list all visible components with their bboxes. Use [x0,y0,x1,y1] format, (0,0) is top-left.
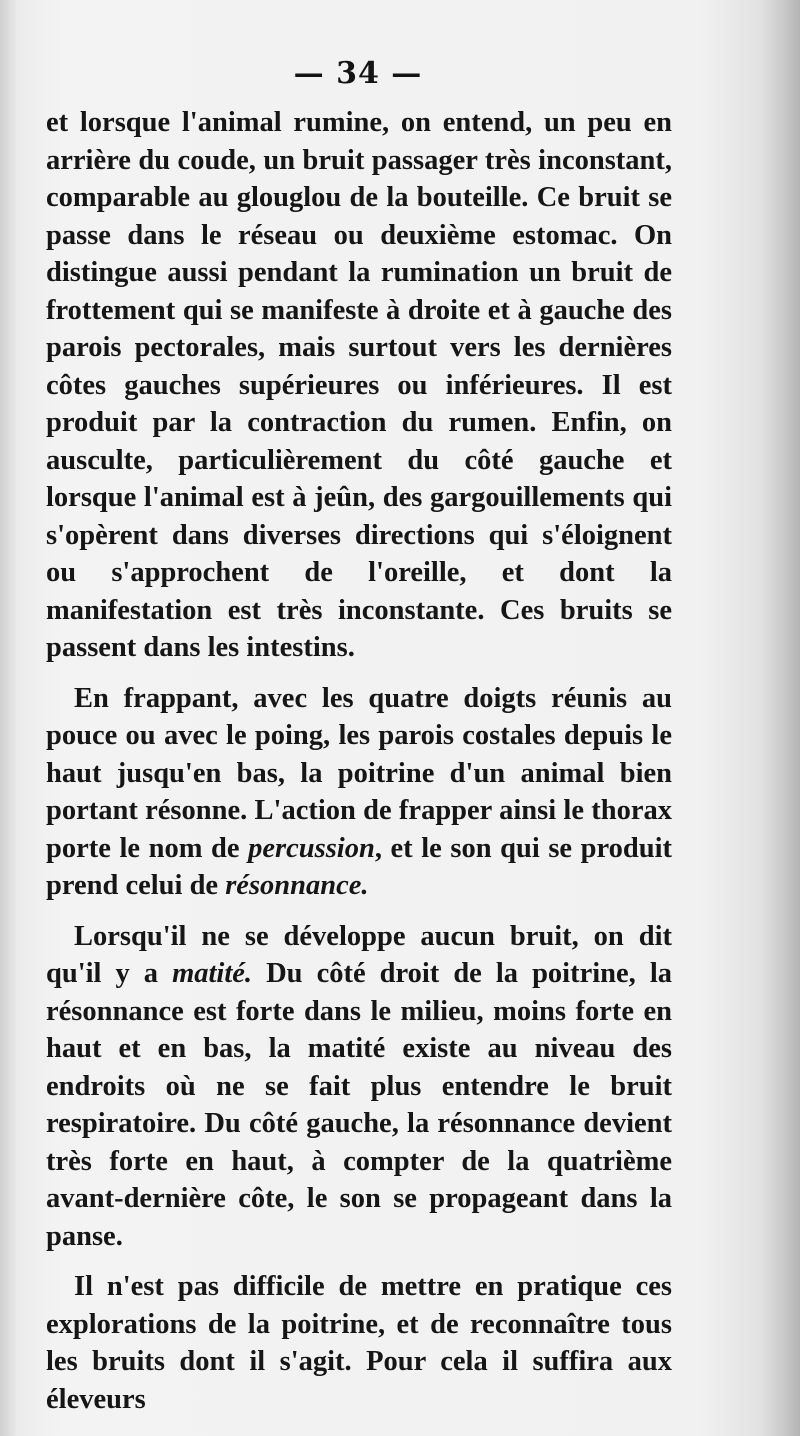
term-matite: matité. [172,958,253,989]
paragraph-text: , et le son qui se produit prend celui de [46,832,672,901]
paragraph-text: Du côté droit de la poitrine, la résonnance est forte dans le milieu, moins forte en haut et en bas, la matité existe au niveau des endroits où ne se fait plus entendre le bruit respiratoire. Du côté gauche, la résonnance devient très forte en haut, à compter de la quatrième avant-dernière côte, le son se propageant dans la panse. [46,958,672,1252]
paragraph-3 [46,918,672,1256]
page-edge-shadow [760,0,800,1436]
paragraph-1 [46,104,672,667]
paragraph-text: et lorsque l'animal rumine, on entend, un peu en arrière du coude, un bruit passager très inconstant, comparable au glouglou de la bouteille. Ce bruit se passe dans le réseau ou deuxième estomac. On distingue aussi pendant la rumination un bruit de frottement qui se manifeste à droite et à gauche des parois pectorales, mais surtout vers les dernières côtes gauches supérieures ou inférieures. Il est produit par la contraction du rumen. Enfin, on ausculte, particulièrement du côté gauche et lorsque l'animal est à jeûn, des gargouillements qui s'opèrent dans diverses directions qui s'éloignent ou s'approchent de l'oreille, et dont la manifestation est très inconstante. Ces bruits se passent dans les intestins. [46,107,672,663]
term-percussion: percussion [248,832,375,864]
paragraph-text: Il n'est pas difficile de mettre en pratique ces explorations de la poitrine, et de reconnaître tous les bruits dont il s'agit. Pour cela il suffira aux éleveurs [46,1271,672,1415]
term-resonnance: résonnance. [225,870,369,901]
paragraph-text: Lorsqu'il ne se développe aucun bruit, on dit qu'il y a [46,920,672,989]
paragraph-4 [46,1268,672,1418]
paragraph-2 [46,680,672,905]
page-body [46,104,672,1418]
paragraph-text: En frappant, avec les quatre doigts réunis au pouce ou avec le poing, les parois costales depuis le haut jusqu'en bas, la poitrine d'un animal bien portant résonne. L'action de frapper ainsi le thorax porte le nom de [46,682,672,864]
page-number: — 34 — [293,56,423,91]
